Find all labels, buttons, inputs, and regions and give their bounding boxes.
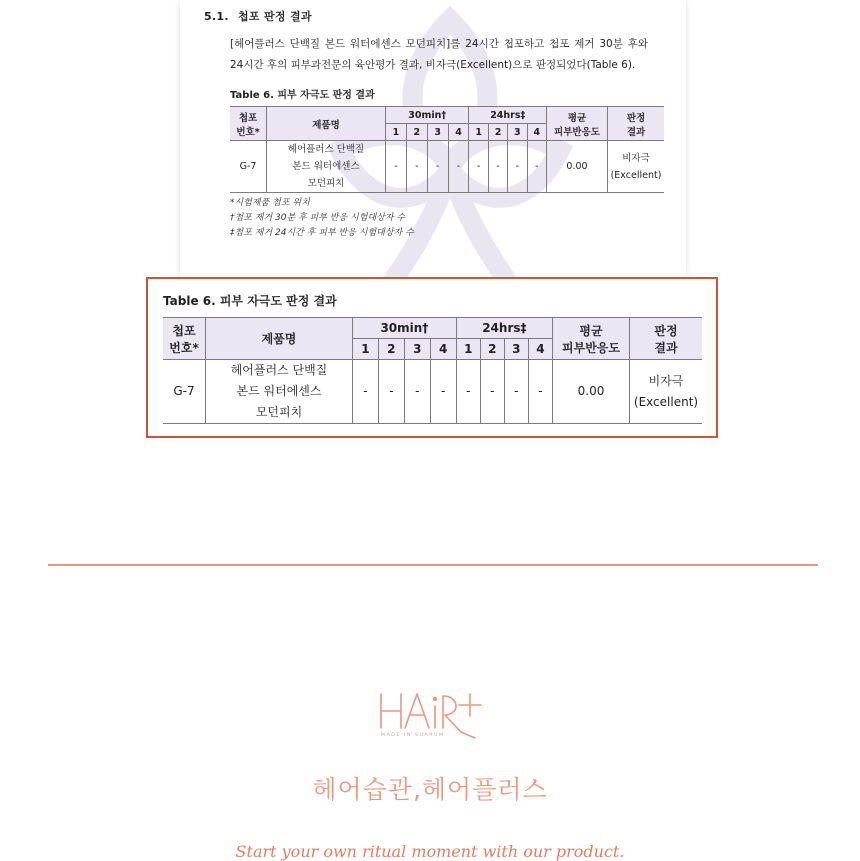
- sub-header: 4: [430, 339, 456, 360]
- cell-30min: -: [378, 360, 404, 424]
- cell-30min: -: [406, 141, 427, 193]
- cell-patch-no: G-7: [163, 360, 206, 424]
- header-average: 평균 피부반응도: [547, 107, 608, 141]
- cell-average: 0.00: [553, 360, 630, 424]
- irritation-table-small: [230, 106, 664, 193]
- sub-header: 3: [427, 124, 448, 141]
- section-divider: [48, 564, 818, 566]
- header-patch-no: 첩포 번호*: [163, 318, 206, 360]
- cell-30min: -: [353, 360, 379, 424]
- zoom-table-caption: Table 6. 피부 자극도 판정 결과: [163, 294, 337, 308]
- sub-header: 3: [404, 339, 430, 360]
- cell-patch-no: G-7: [230, 141, 267, 193]
- cell-24hrs: -: [480, 360, 504, 424]
- hair-plus-logo-icon: [375, 688, 487, 740]
- header-24hrs: 24hrs‡: [456, 318, 552, 339]
- result-paragraph: [헤어플러스 단백질 본드 워터에센스 모던피치]를 24시간 첩포하고 첩포 제거 30분 후와 24시간 후의 피부과전문의 육안평가 결과, 비자극(Excellent)으로 판정되었다(Table 6).: [230, 38, 648, 71]
- section-heading: [204, 8, 686, 24]
- cell-30min: -: [448, 141, 469, 193]
- header-30min: 30min†: [386, 107, 469, 124]
- section-title: 첩포 판정 결과: [238, 10, 312, 23]
- cell-24hrs: -: [488, 141, 507, 193]
- header-product: 제품명: [206, 318, 353, 360]
- cell-24hrs: -: [527, 141, 546, 193]
- sub-header: 1: [456, 339, 480, 360]
- cell-30min: -: [404, 360, 430, 424]
- cell-product: 헤어플러스 단백질 본드 워터에센스 모던피치: [206, 360, 353, 424]
- irritation-table-large: [163, 317, 702, 424]
- cell-product: 헤어플러스 단백질 본드 워터에센스 모던피치: [267, 141, 386, 193]
- cell-30min: -: [427, 141, 448, 193]
- sub-header: 1: [386, 124, 407, 141]
- section-number: 5.1.: [204, 10, 229, 23]
- highlighted-table-box: [146, 277, 718, 438]
- note-item: ‡첩포 제거 24시간 후 피부 반응 시험대상자 수: [230, 228, 414, 238]
- sub-header: 2: [488, 124, 507, 141]
- cell-24hrs: -: [469, 141, 488, 193]
- sub-header: 2: [406, 124, 427, 141]
- cell-30min: -: [430, 360, 456, 424]
- svg-text:MADE IN SUARUM: MADE IN SUARUM: [381, 733, 445, 738]
- sub-header: 1: [353, 339, 379, 360]
- note-item: †첩포 제거 30분 후 피부 반응 시험대상자 수: [230, 213, 406, 223]
- cell-judgement: 비자극 (Excellent): [630, 360, 703, 424]
- cell-24hrs: -: [504, 360, 528, 424]
- cell-average: 0.00: [547, 141, 608, 193]
- sub-header: 2: [378, 339, 404, 360]
- sub-header: 4: [448, 124, 469, 141]
- header-patch-no: 첩포 번호*: [230, 107, 267, 141]
- cell-24hrs: -: [508, 141, 527, 193]
- cell-24hrs: -: [528, 360, 552, 424]
- sub-header: 3: [508, 124, 527, 141]
- sub-header: 1: [469, 124, 488, 141]
- sub-header: 4: [527, 124, 546, 141]
- report-page-excerpt: [180, 0, 686, 283]
- sub-header: 3: [504, 339, 528, 360]
- header-average: 평균 피부반응도: [553, 318, 630, 360]
- brand-tagline: Start your own ritual moment with our product.: [235, 842, 625, 861]
- cell-30min: -: [386, 141, 407, 193]
- table-notes: [230, 196, 686, 241]
- sub-header: 4: [528, 339, 552, 360]
- cell-24hrs: -: [456, 360, 480, 424]
- header-product: 제품명: [267, 107, 386, 141]
- sub-header: 2: [480, 339, 504, 360]
- header-judgement: 판정 결과: [608, 107, 665, 141]
- header-30min: 30min†: [353, 318, 457, 339]
- note-item: *시험제품 첩포 위치: [230, 198, 310, 208]
- brand-slogan: 헤어습관,헤어플러스: [312, 775, 548, 804]
- header-judgement: 판정 결과: [630, 318, 703, 360]
- table-caption: Table 6. 피부 자극도 판정 결과: [230, 90, 375, 101]
- cell-judgement: 비자극 (Excellent): [608, 141, 665, 193]
- header-24hrs: 24hrs‡: [469, 107, 547, 124]
